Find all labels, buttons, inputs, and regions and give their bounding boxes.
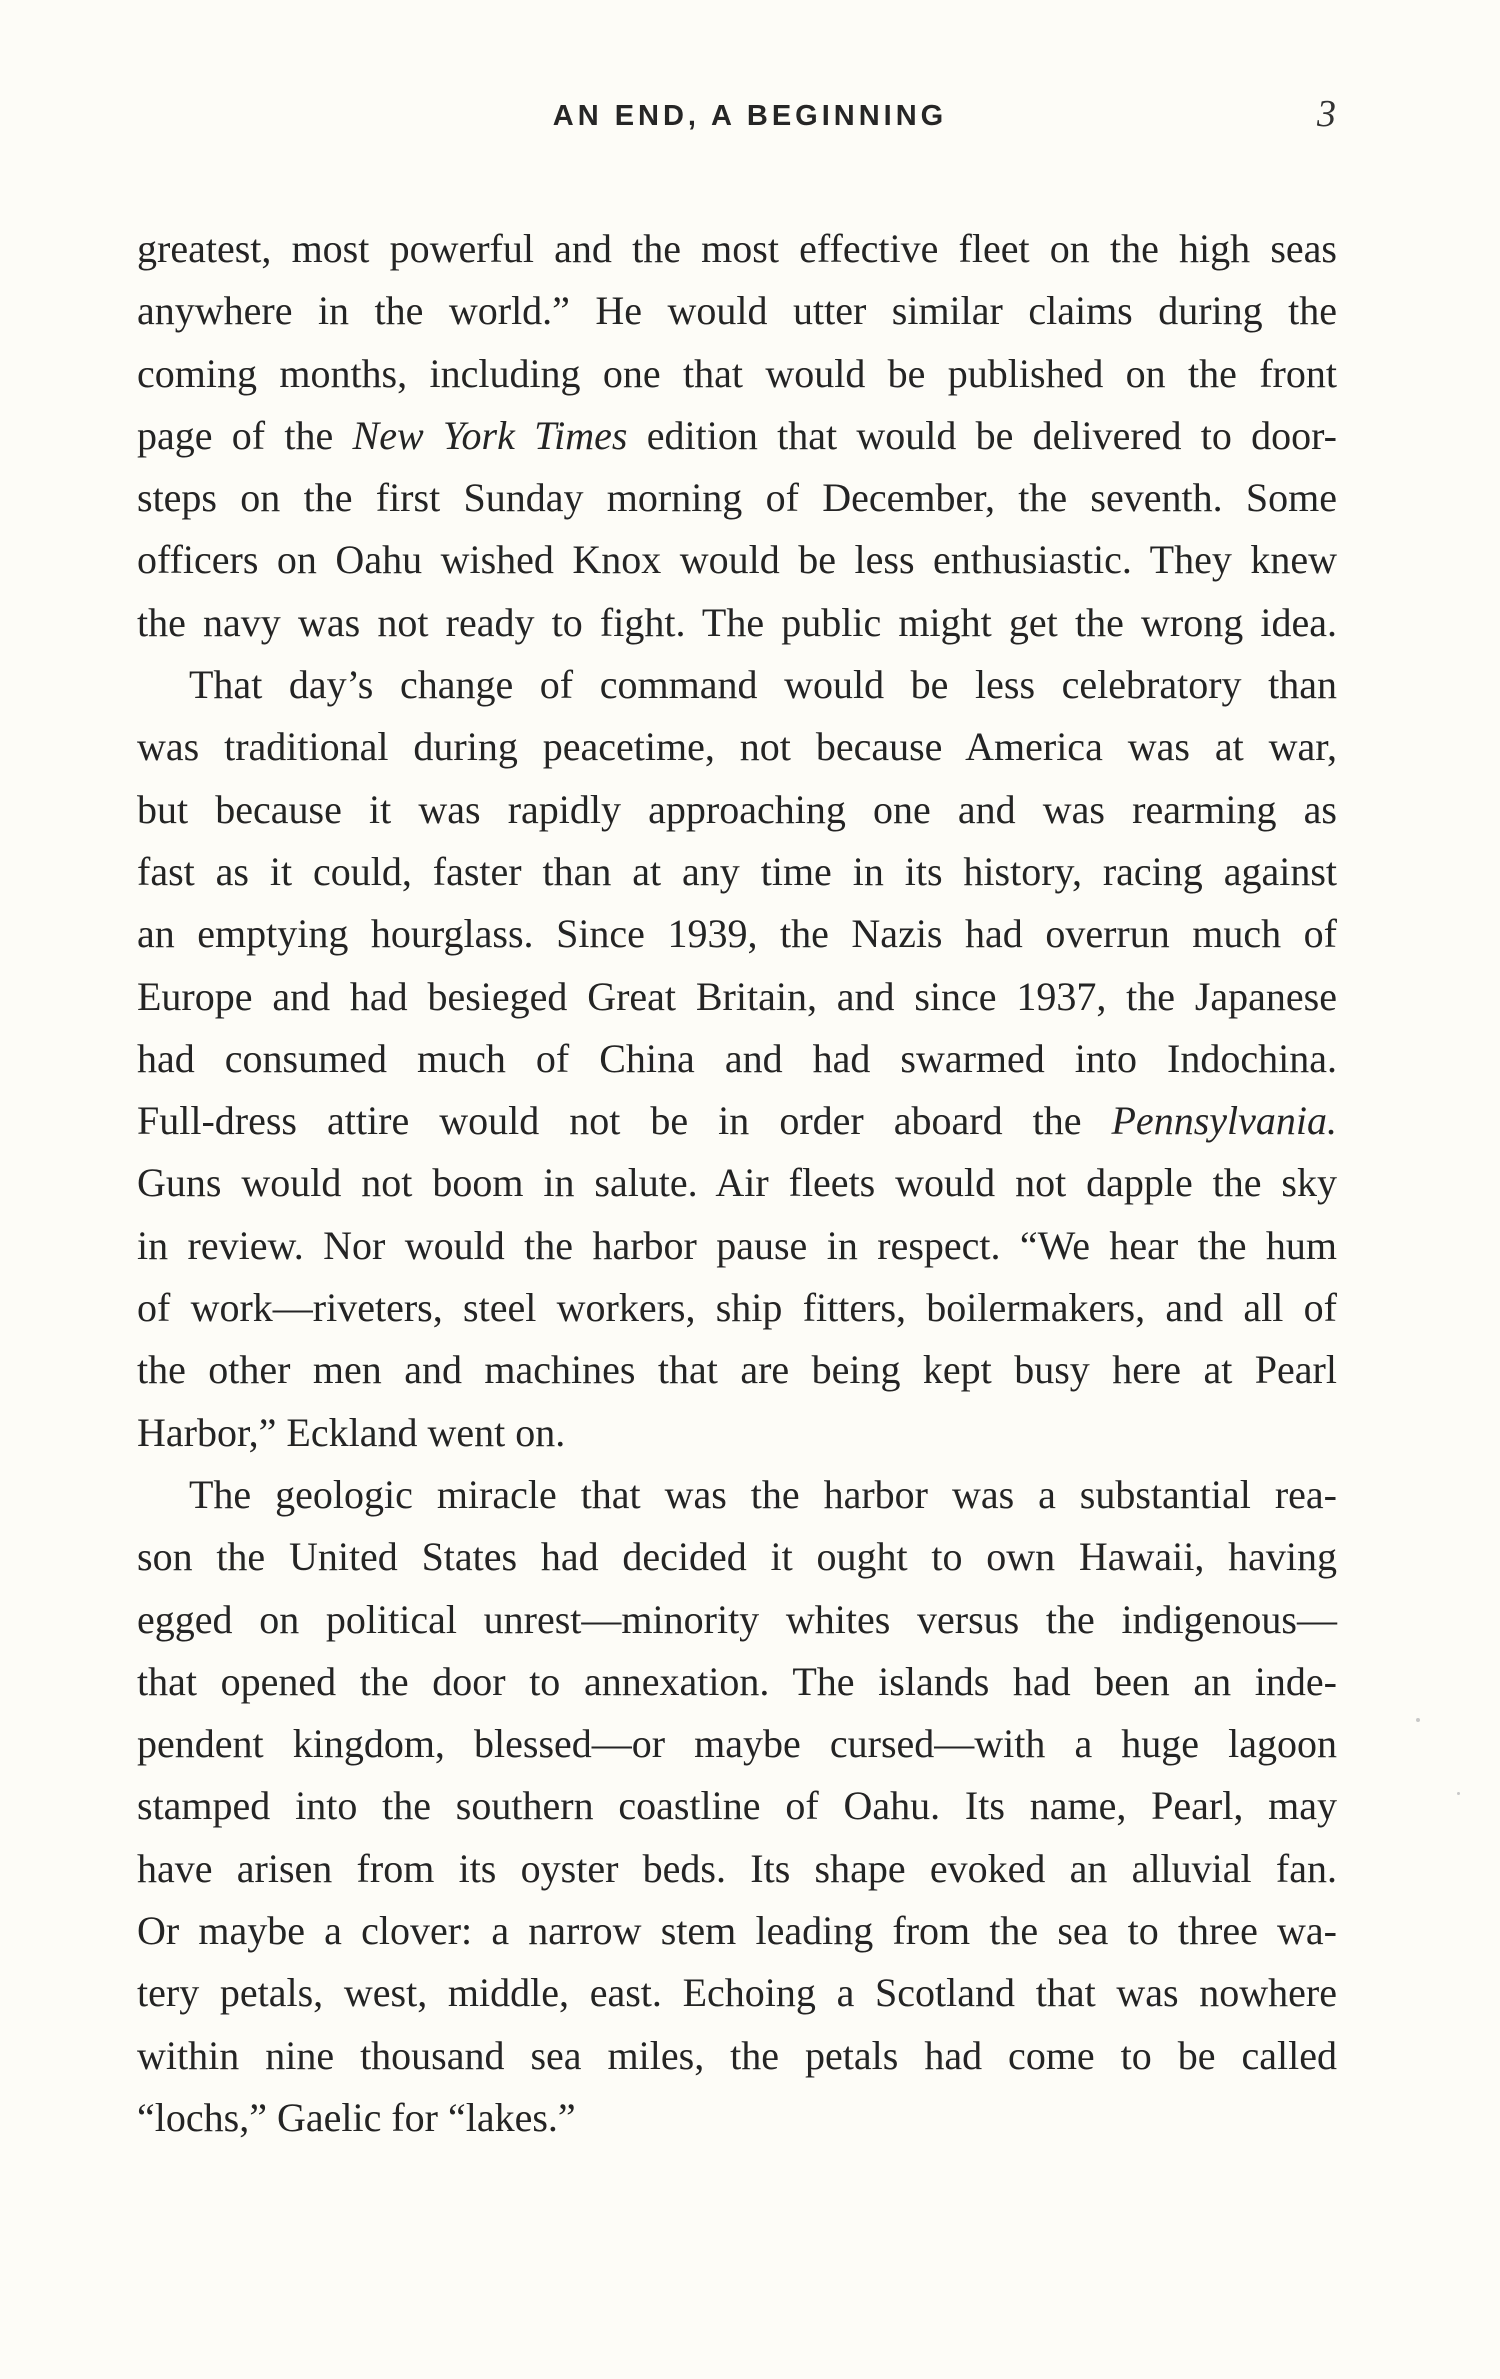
text-line: the navy was not ready to fight. The public might get the wrong idea. (137, 599, 1337, 645)
text-line: anywhere in the world.” He would utter similar claims during the (137, 288, 1337, 334)
text-line: Guns would not boom in salute. Air fleets would not dapple the sky (137, 1160, 1337, 1206)
page-number: 3 (1317, 93, 1336, 135)
text-line: Or maybe a clover: a narrow stem leading from the sea to three wa- (137, 1908, 1337, 1954)
text-line (137, 1090, 1337, 1152)
text-line: have arisen from its oyster beds. Its shape evoked an alluvial fan. (137, 1845, 1337, 1891)
running-title: AN END, A BEGINNING (552, 100, 948, 132)
text-line: an emptying hourglass. Since 1939, the Nazis had overrun much of (137, 911, 1337, 957)
text-line: egged on political unrest—minority whites versus the indigenous— (137, 1596, 1337, 1642)
text-line: was traditional during peacetime, not because America was at war, (137, 724, 1337, 770)
paper-speck (1457, 1792, 1460, 1795)
paper-speck (1416, 1718, 1420, 1722)
text-line: that opened the door to annexation. The islands had been an inde- (137, 1658, 1337, 1704)
text-line: of work—riveters, steel workers, ship fitters, boilermakers, and all of (137, 1285, 1337, 1331)
italic-ship-name: Pennsylvania. (1111, 1098, 1337, 1144)
text-line: pendent kingdom, blessed—or maybe cursed—with a huge lagoon (137, 1721, 1337, 1767)
italic-title: New York Times (352, 412, 628, 458)
text-line: Harbor,” Eckland went on. (137, 1409, 566, 1455)
text-line: That day’s change of command would be less celebratory than (189, 662, 1337, 708)
text-line: officers on Oahu wished Knox would be less enthusiastic. They knew (137, 537, 1337, 583)
text-segment: Full-dress attire would not be in order aboard the (137, 1098, 1112, 1144)
text-segment: edition that would be delivered to door- (627, 412, 1337, 458)
text-line: Europe and had besieged Great Britain, and since 1937, the Japanese (137, 973, 1337, 1019)
body-text (137, 218, 1337, 2149)
text-line: coming months, including one that would be published on the front (137, 350, 1337, 396)
text-line: in review. Nor would the harbor pause in respect. “We hear the hum (137, 1222, 1337, 1268)
text-line: but because it was rapidly approaching one and was rearming as (137, 786, 1337, 832)
text-line: the other men and machines that are being kept busy here at Pearl (137, 1347, 1337, 1393)
text-segment: page of the (137, 412, 353, 458)
text-line: “lochs,” Gaelic for “lakes.” (137, 2094, 576, 2140)
running-head (0, 93, 1500, 136)
text-line: tery petals, west, middle, east. Echoing a Scotland that was nowhere (137, 1970, 1337, 2016)
text-line: greatest, most powerful and the most effective fleet on the high seas (137, 226, 1337, 271)
text-line: The geologic miracle that was the harbor was a substantial rea- (189, 1471, 1337, 1517)
text-line (137, 405, 1337, 467)
text-line: fast as it could, faster than at any time in its history, racing against (137, 848, 1337, 894)
text-line: steps on the first Sunday morning of December, the seventh. Some (137, 475, 1337, 521)
text-line: stamped into the southern coastline of Oahu. Its name, Pearl, may (137, 1783, 1337, 1829)
text-line: son the United States had decided it ought to own Hawaii, having (137, 1534, 1337, 1580)
text-line: had consumed much of China and had swarmed into Indochina. (137, 1035, 1337, 1081)
text-line: within nine thousand sea miles, the petals had come to be called (137, 2032, 1337, 2078)
